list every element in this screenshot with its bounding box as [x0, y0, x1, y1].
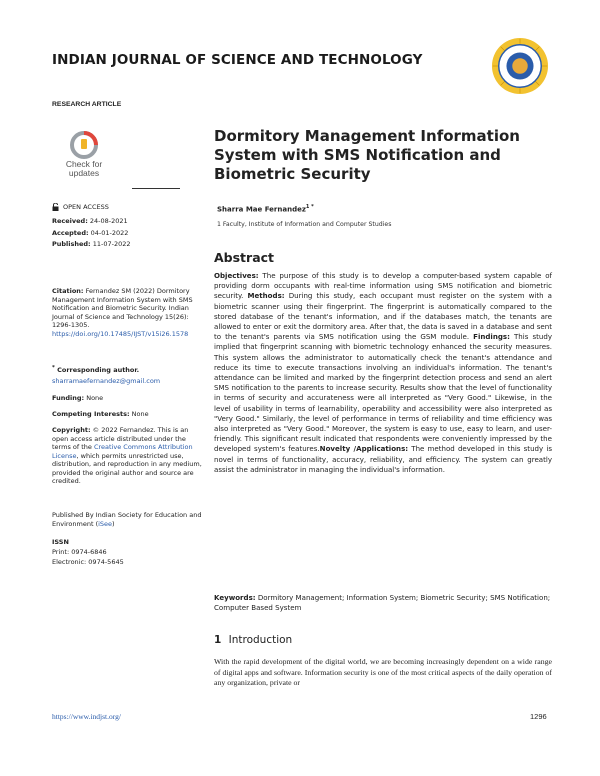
- check-for-updates-label[interactable]: Check for updates: [65, 159, 103, 178]
- introduction-text: With the rapid development of the digital world, we are becoming increasingly dependent on a wide range of digital apps and software. Information security is one of the most critical aspects of the daily operation of any organization, private or: [214, 657, 552, 688]
- license-link[interactable]: Creative Commons Attribution License: [52, 443, 193, 460]
- citation-block: Citation: Fernandez SM (2022) Dormitory Management Information System with SMS Notification and Biometric Security. Indian Journal of Science and Technology 15(26): 1296-1305. https://doi.org/10.17485/IJST/v15i26.1578: [52, 287, 193, 338]
- article-dates: [52, 216, 202, 251]
- author-email-link[interactable]: sharramaefernandez@gmail.com: [52, 377, 161, 385]
- abstract-heading: Abstract: [214, 250, 275, 265]
- divider: [132, 188, 180, 189]
- journal-logo: [491, 37, 549, 95]
- issn-info: ISSN Print: 0974-6846 Electronic: 0974-5645: [52, 538, 124, 566]
- open-lock-icon: [52, 203, 59, 211]
- article-title: Dormitory Management Information System with SMS Notification and Biometric Security: [214, 127, 520, 183]
- journal-title: INDIAN JOURNAL OF SCIENCE AND TECHNOLOGY: [52, 52, 423, 68]
- corresponding-author-note: * Corresponding author.: [52, 365, 140, 375]
- section-heading-introduction: 1 Introduction: [214, 634, 293, 646]
- published-date: Published: 11-07-2022: [52, 240, 131, 248]
- abstract-body: Objectives: The purpose of this study is to develop a computer-based system capable of providing dorm occupants with real-time information using SMS notification and biometric security. Methods: During this study, each occupant must register on the system with a biometric scanner using their fingerprint. The fingerprint is automatically compared to the stored database of the tenant's information, and if the databases match, the tenants are allowed to enter or exit the dormitory area. After that, the data is saved in a database and sent to the tenant's parents via SMS notification using the GSM module. Findings: This study implied that fingerprint scanning with biometric technology enhanced the security measures. This system allows the administrator to automatically check the tenant's attendance and reduce its time to execute transactions involving an individual's information. The tenant's attendance can be limited and marked by the fingerprint detection process and send an alert SMS notification to the parents to increase security. Results show that the level of functionality in terms of security and accurateness were all interpreted as "Very Good." Likewise, in the level of usability in terms of learnability, operability and accessibility were also interpreted as "Very Good." Similarly, the level of performance in terms of reliability and time efficiency was also interpreted as "Very Good." Moreover, the system is easy to use, easy to learn, and user-friendly. This significant result indicated that respondents were conveniently impressed by the developed system's features.Novelty /Applications: The method developed in this study is novel in terms of functionality, accuracy, reliability, and efficiency. The system can greatly assist the administrator in managing the individual's information.: [214, 271, 552, 474]
- doi-link[interactable]: https://doi.org/10.17485/IJST/v15i26.1578: [52, 329, 189, 338]
- copyright-notice: Copyright: © 2022 Fernandez. This is an open access article distributed under the terms of the Creative Commons Attribution License, which permits unrestricted use, distribution, and reproduction in any medium, provided the original author and source are credited.: [52, 426, 202, 485]
- author-affiliation: 1 Faculty, Institute of Information and Computer Studies: [217, 221, 392, 228]
- article-type-label: RESEARCH ARTICLE: [52, 101, 122, 108]
- received-date: Received: 24-08-2021: [52, 217, 128, 225]
- page-number: 1296: [530, 712, 547, 721]
- competing-interests: Competing Interests: None: [52, 410, 149, 418]
- isee-link[interactable]: iSee: [98, 519, 113, 528]
- accepted-date: Accepted: 04-01-2022: [52, 228, 129, 237]
- journal-url-link[interactable]: https://www.indjst.org/: [52, 712, 121, 721]
- publisher-info: Published By Indian Society for Education and Environment (iSee): [52, 511, 202, 528]
- open-access-badge: [52, 203, 202, 212]
- author-name: Sharra Mae Fernandez$^{1 *}$: [217, 204, 314, 214]
- open-access-label: OPEN ACCESS: [63, 203, 109, 211]
- keywords: Keywords: Dormitory Management; Information System; Biometric Security; SMS Notification; Computer Based System: [214, 593, 551, 613]
- funding-info: Funding: None: [52, 394, 104, 402]
